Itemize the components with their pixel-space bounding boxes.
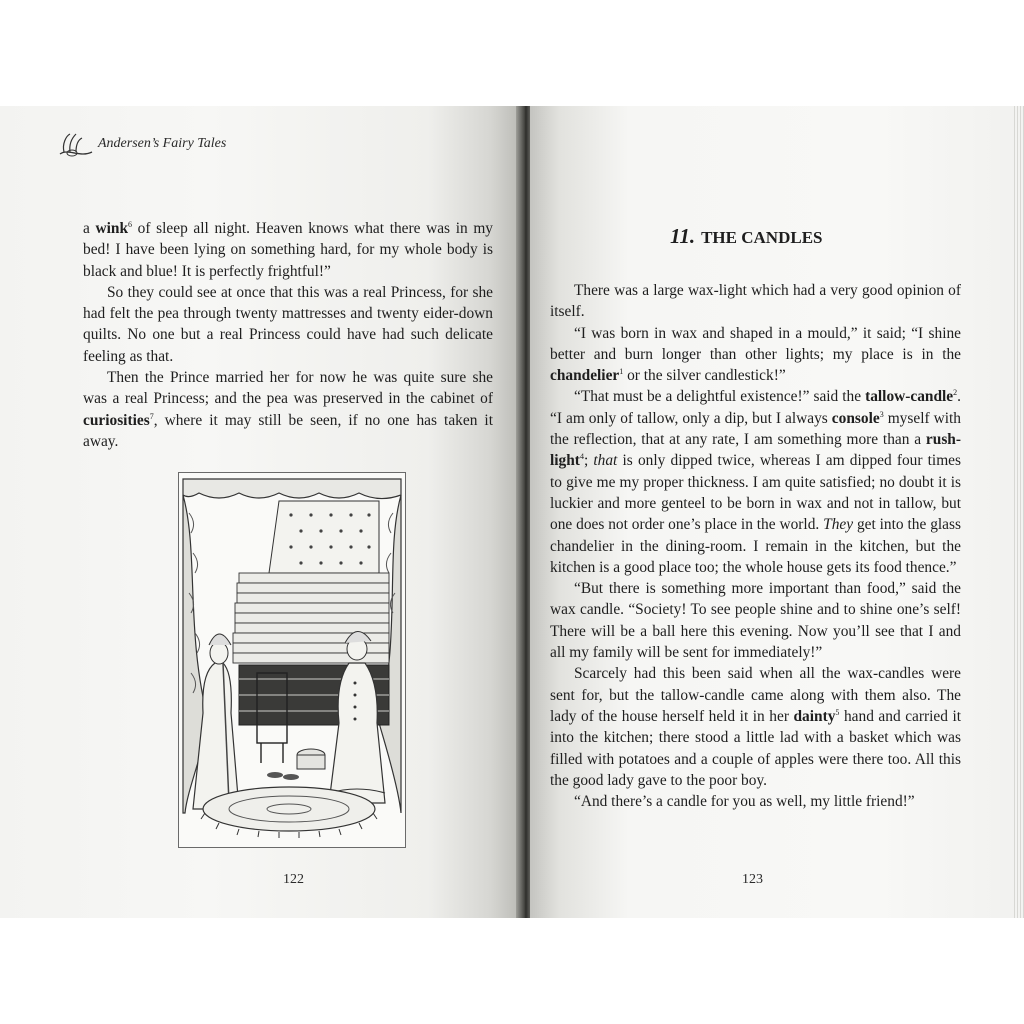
right-paragraph-5: Scarcely had this been said when all the wax-candles were sent for, but the tallow-candle came along with them also. The lady of the house herself held it in her dainty$^5$ hand and carried it into the kitchen; there stood a little lad with a basket which was filled with potatoes and a couple of apples were there too. All this the good lady gave to the poor boy. (550, 665, 962, 789)
left-page (0, 106, 522, 918)
right-paragraph-3: “That must be a delightful existence!” said the tallow-candle$^2$. “I am only of tallow, only a dip, but I always console$^3$ myself with the reflection, that at any rate, I am something more than a rush-light$^4$; that is only dipped twice, whereas I am dipped four times to give me my proper thickness. I am quite satisfied; no doubt it is luckier and more genteel to be born in wax and not in tallow, but one does not order one’s place in the world. They get into the glass chandelier in the dining-room. I remain in the kitchen, but the kitchen is a good place too; the whole house gets its food thence.” (550, 388, 961, 576)
page-number-right: 123 (742, 872, 763, 887)
chapter-number: 11. (670, 224, 696, 248)
right-paragraph-4: “But there is something more important than food,” said the wax candle. “Society! To see people shine and to shine one’s self! There will be a ball here this evening. Now you’ll see that I and all my family will be sent for immediately!” (550, 580, 961, 662)
open-book (0, 106, 1024, 918)
chapter-title: THE CANDLES (701, 228, 823, 247)
right-paragraph-1: There was a large wax-light which had a very good opinion of itself. (550, 282, 961, 321)
page-edges (1014, 106, 1024, 918)
running-head (58, 130, 226, 158)
right-paragraph-2: “I was born in wax and shaped in a mould,” it said; “I shine better and burn longer than other lights; my place is in the chandelier$^1$ or the silver candlestick!” (550, 324, 961, 385)
running-head-title: Andersen’s Fairy Tales (98, 136, 227, 151)
right-page (530, 106, 1024, 918)
left-paragraph-3: Then the Prince married her for now he was quite sure she was a real Princess; and the pea was preserved in the cabinet of curiosities$^7$, where it may still be seen, if no one has taken it away. (83, 369, 493, 450)
right-paragraph-6: “And there’s a candle for you as well, my little friend!” (574, 793, 915, 811)
page-number-left: 122 (283, 872, 304, 887)
left-body-text (83, 218, 493, 452)
chapter-heading (670, 224, 822, 249)
ornament-logo-icon (58, 130, 94, 158)
illustration-drawing (179, 473, 405, 847)
left-paragraph-1: a wink$^6$ of sleep all night. Heaven knows what there was in my bed! I have been lying on something hard, for my whole body is black and blue! It is perfectly frightful!” (83, 219, 493, 280)
princess-bed-illustration (178, 472, 406, 848)
right-body-text (550, 280, 961, 812)
left-paragraph-2: So they could see at once that this was a real Princess, for she had felt the pea through twenty mattresses and twenty eider-down quilts. No one but a real Princess could have had such delicate feeling as that. (83, 283, 493, 365)
